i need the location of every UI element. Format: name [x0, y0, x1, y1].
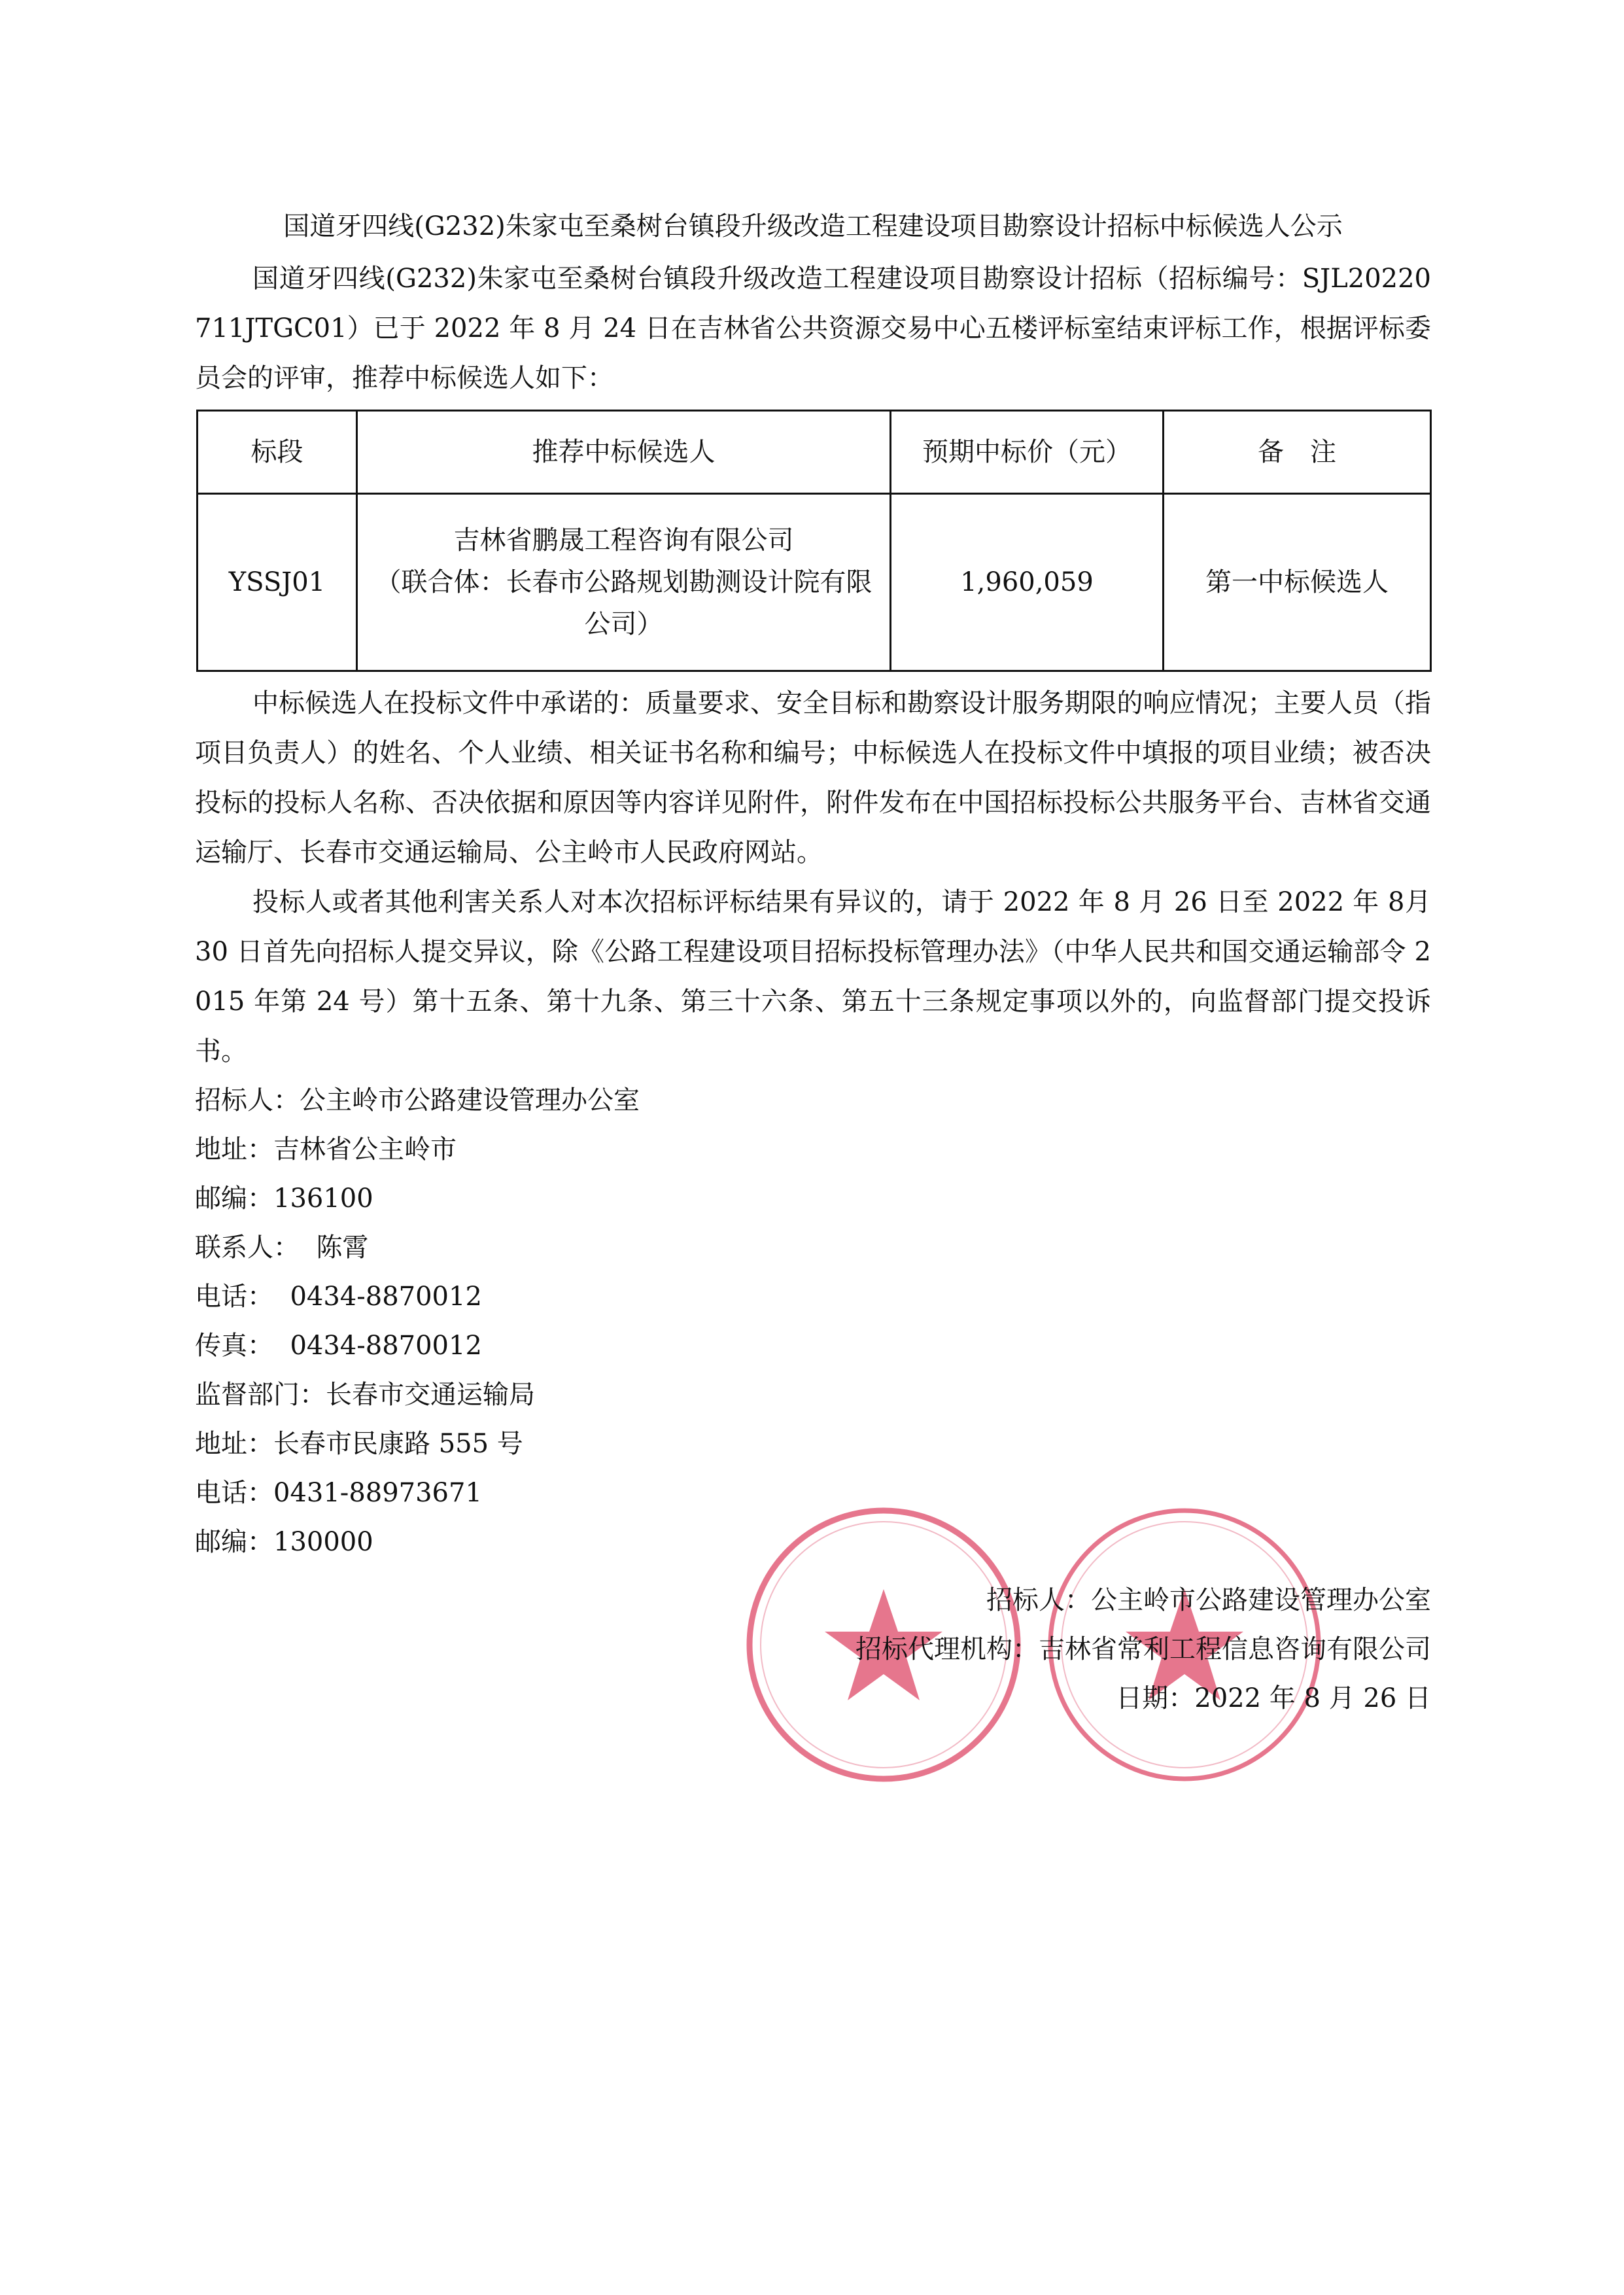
contact-postcode: 邮编：136100 [195, 1183, 373, 1214]
objection-paragraph [195, 877, 1431, 1076]
disclosure-paragraph [195, 678, 1431, 877]
contact-fax: 传真： 0434-8870012 [195, 1331, 482, 1361]
contact-phone: 电话： 0434-8870012 [195, 1282, 482, 1312]
para3-line-4: 监督部门提交投诉书。 [195, 987, 1432, 1066]
candidate-consortium: （联合体：长春市公路规划勘测设计院有限公司） [375, 567, 872, 639]
header-price: 预期中标价（元） [891, 411, 1164, 494]
cell-price: 1,960,059 [891, 494, 1164, 671]
header-candidate: 推荐中标候选人 [357, 411, 891, 494]
candidate-name: 吉林省鹏晟工程咨询有限公司 [453, 525, 794, 555]
candidate-consortium-cont: 限公司） [584, 567, 872, 639]
signature-block [195, 1576, 1431, 1746]
document-page [195, 208, 1431, 1746]
contact-person: 联系人： 陈霄 [195, 1233, 369, 1263]
header-section: 标段 [198, 411, 357, 494]
intro-line-2: SJL20220711JTGC01）已于 2022 年 8 月 24 日在吉林省公共资源交易中心五楼评标室结束评标工作， [195, 264, 1431, 343]
intro-paragraph [195, 254, 1431, 403]
cell-remark: 第一中标候选人 [1164, 494, 1431, 671]
para3-line-1: 投标人或者其他利害关系人对本次招标评标结果有异议的，请于 2022 年 8 月 26 日至 2022 年 8 [252, 887, 1405, 917]
cell-section: YSSJ01 [198, 494, 357, 671]
supervisor-address: 地址：长春市民康路 555 号 [195, 1429, 523, 1459]
table-header-row [198, 411, 1431, 494]
header-remark: 备 注 [1164, 411, 1431, 494]
para2-line-2: 人员（指项目负责人）的姓名、个人业绩、相关证书名称和编号；中标候选人在投标文件中填报的 [195, 688, 1432, 768]
document-title: 国道牙四线(G232)朱家屯至桑树台镇段升级改造工程建设项目勘察设计招标中标候选人公示 [283, 211, 1343, 241]
para2-line-3: 项目业绩；被否决投标的投标人名称、否决依据和原因等内容详见附件，附件发布在中国招标投标 [195, 738, 1432, 818]
signature-agency: 招标代理机构：吉林省常利工程信息咨询有限公司 [855, 1634, 1431, 1664]
para3-line-3: 通运输部令 2015 年第 24 号）第十五条、第十九条、第三十六条、第五十三条规定事项以外的，向 [195, 937, 1431, 1017]
contact-address: 地址：吉林省公主岭市 [195, 1134, 457, 1165]
para2-line-1: 中标候选人在投标文件中承诺的：质量要求、安全目标和勘察设计服务期限的响应情况；主要 [252, 688, 1326, 718]
signature-date: 日期：2022 年 8 月 26 日 [1116, 1683, 1431, 1713]
signature-tenderer: 招标人：公主岭市公路建设管理办公室 [986, 1585, 1431, 1615]
candidate-table [196, 410, 1432, 672]
contact-tenderer: 招标人：公主岭市公路建设管理办公室 [195, 1085, 640, 1115]
para3-line-2: 月 30 日首先向招标人提交异议，除《公路工程建设项目招标投标管理办法》（中华人民共和国交 [195, 887, 1431, 967]
supervisor-phone: 电话：0431-88973671 [195, 1478, 482, 1508]
cell-candidate [357, 494, 891, 671]
supervisor-postcode: 邮编：130000 [195, 1527, 373, 1557]
intro-line-1: 国道牙四线(G232)朱家屯至桑树台镇段升级改造工程建设项目勘察设计招标（招标编号： [252, 264, 1302, 294]
supervisor-dept: 监督部门：长春市交通运输局 [195, 1380, 535, 1410]
signature-text [855, 1576, 1431, 1723]
contact-list [195, 1076, 1431, 1567]
para2-line-4: 公共服务平台、吉林省交通运输厅、长春市交通运输局、公主岭市人民政府网站。 [195, 788, 1432, 867]
table-row [198, 494, 1431, 671]
intro-line-3: 根据评标委员会的评审，推荐中标候选人如下： [195, 313, 1432, 393]
